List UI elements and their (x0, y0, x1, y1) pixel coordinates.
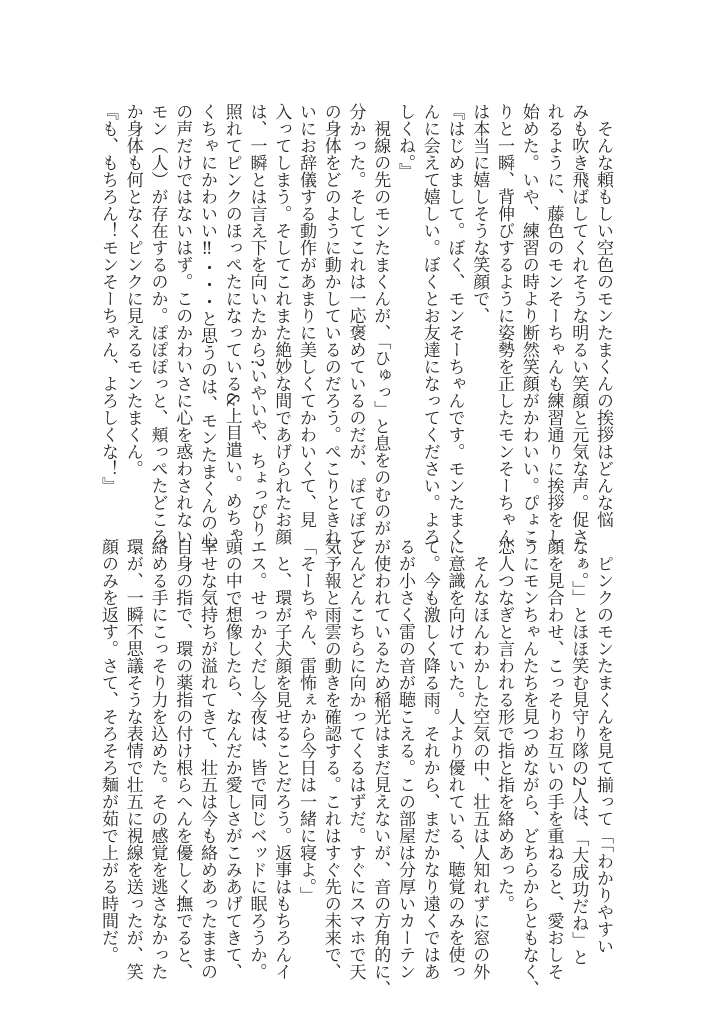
text-line: んに会えて嬉しい。ぼくとお友達になってください。よろ (419, 103, 440, 545)
text-line: 絡める手にこっそり力を込めた。その感覚を逃さなかった (147, 538, 168, 980)
text-line: が使われているため稲光はまだ見えないが、音の方角的に、 (370, 538, 391, 997)
text-line: 始めた。いや、練習の時より断然笑顔がかわいい。ぴょこ (518, 103, 539, 545)
text-line: 照れてピンクのほっぺたになっている&上目遣い。めちゃ (221, 103, 242, 544)
text-line: 気予報と雨雲の動きを確認する。これはすぐ先の未来で、 (320, 538, 341, 980)
text-line: みも吹き飛ばしてくれそうな明るい笑顔と元気な声。促さ (568, 103, 589, 545)
text-block-top (94, 103, 615, 548)
text-line: と、環が子犬顔を見せることだろう。返事はもちろんイ (271, 538, 292, 980)
text-line: なぁ。」」とほほ笑む見守り隊の2人は、「大成功だね」と (568, 538, 589, 966)
text-line: ピンクのモンたまくんを見て揃って「「わかりやすい (593, 538, 613, 955)
text-line: どんどんこちらに向かってくるはずだ。すぐにスマホで天 (345, 538, 366, 980)
text-line: は本当に嬉しそうな笑顔で、 (469, 103, 490, 324)
text-line: モン（人）が存在するのか。ぽぽぽっと、頬っぺたどころ (147, 103, 168, 545)
text-line: 『はじめまして。ぼく、モンそーちゃんです。モンたまく (444, 103, 465, 545)
text-line: 視線の先のモンたまくんが、「ひゅっ」と息をのむのが (370, 103, 391, 537)
text-line: くちゃにかわいい‼・・・と思うのは、モンたまくんの心 (197, 103, 217, 548)
text-line: 幸せな気持ちが溢れてきて、壮五は今も絡めあったままの (197, 538, 217, 980)
text-line: 「そーちゃん、雷怖ぇから今日は一緒に寝よ。」 (296, 538, 316, 904)
text-block-bottom (94, 538, 615, 997)
text-line: いにお辞儀する動作があまりに美しくてかわいくて、見 (296, 103, 316, 528)
text-line: そんな頼もしい空色のモンたまくんの挨拶はどんな悩 (593, 103, 613, 528)
text-line: エス。せっかくだし今夜は、皆で同じベッドに眠ろうか。 (246, 538, 267, 980)
text-line: の声だけではないはず。このかわいさに心を惑わされない (172, 103, 193, 545)
text-line: は、一瞬とは言え下を向いたから?いやいや、ちょっぴり (246, 103, 267, 538)
text-line: 自身の指で、環の薬指の付け根らへんを優しく撫でると、 (172, 538, 193, 980)
text-line: 入ってしまう。そしてこれまた絶妙な間であげられたお顔 (271, 103, 292, 545)
text-line: しくね。』 (395, 103, 415, 180)
text-line: そんなほんわかした空気の中、壮五は人知れずに窓の外 (469, 538, 490, 980)
text-line: 恋人つなぎと言われる形で指と指を絡めあった。 (494, 538, 514, 912)
text-line: 『も、もちろん！モンそーちゃん、よろしくな！』 (98, 103, 118, 494)
text-line: るが小さく雷の音が聴こえる。この部屋は分厚いカーテン (395, 538, 415, 980)
text-line: 顔を見合わせ、こっそりお互いの手を重ねると、愛おしそ (543, 538, 564, 980)
text-line: 頭の中で想像したら、なんだか愛しさがこみあげてきて、 (221, 538, 242, 980)
text-line: て。今も激しく降る雨。それから、まだかなり遠くではあ (419, 538, 440, 980)
text-line: 分かった。そしてこれは一応褒めているのだが、ぽてぽて (345, 103, 366, 545)
text-line: か身体も何となくピンクに見えるモンたまくん。 (122, 103, 143, 477)
text-line: に意識を向けていた。人より優れている、聴覚のみを使っ (444, 538, 465, 980)
text-line: うにモンちゃんたちを見つめながら、どちらからともなく、 (518, 538, 539, 997)
text-line: 顔のみを返す。さて、そろそろ麺が茹で上がる時間だ。 (98, 538, 118, 963)
text-line: れるように、藤色のモンそーちゃんも練習通りに挨拶をし (543, 103, 564, 545)
text-line: の身体をどのように動かしているのだろう。ぺこりときれ (320, 103, 341, 545)
text-line: りと一瞬、背伸びするように姿勢を正したモンそーちゃん (494, 103, 514, 545)
text-line: 環が、一瞬不思議そうな表情で壮五に視線を送ったが、笑 (122, 538, 143, 980)
